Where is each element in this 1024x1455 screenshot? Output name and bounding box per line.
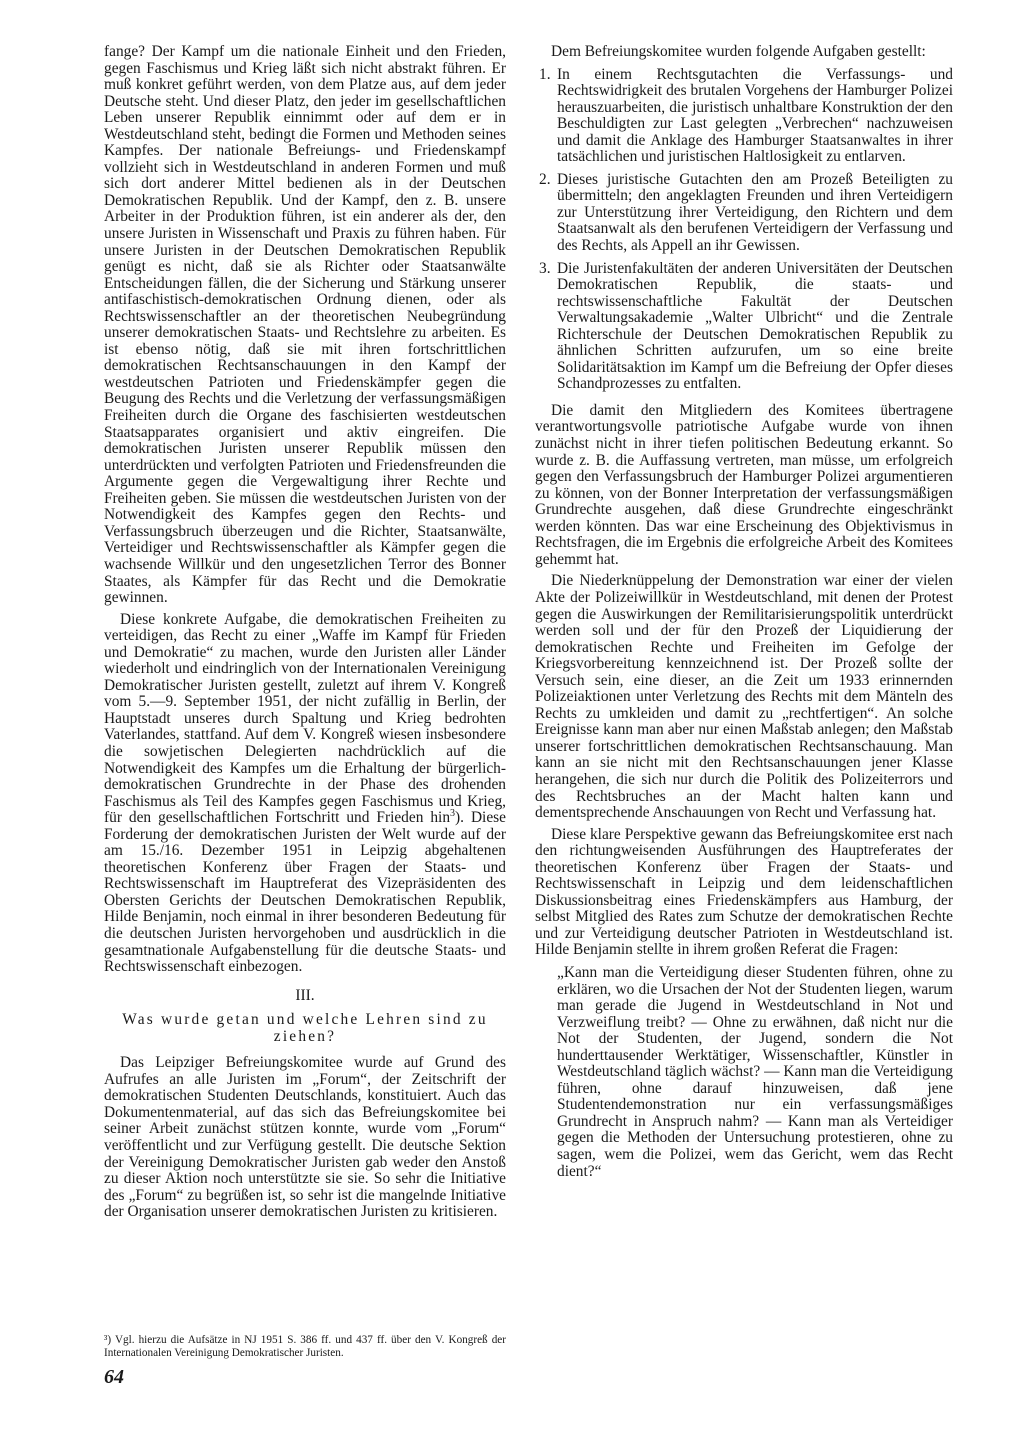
task-item bbox=[535, 67, 953, 166]
section-number: III. bbox=[295, 986, 315, 1004]
section-title: Was wurde getan und welche Lehren sind zu ziehen? bbox=[122, 1011, 488, 1045]
task-number: 3. bbox=[539, 259, 551, 277]
task-text: Dieses juristische Gutachten den am Prozeß Beteiligten zu übermitteln; den angeklagten Freunden und ihren Verteidigern zur Unterstützung ihrer Verteidigung, den Richtern und dem Staatsanwalt als den berufenen Verteidigern der Verfassung und des Rechts, als Appell an ihr Gewissen. bbox=[557, 170, 953, 255]
task-item bbox=[535, 172, 953, 255]
right-column bbox=[535, 44, 953, 1180]
task-number: 1. bbox=[539, 65, 551, 83]
left-paragraph-1: fange? Der Kampf um die nationale Einheit und den Frieden, gegen Faschismus und Krieg läßt sich nicht abstrakt führen. Er muß konkret geführt werden, von dem Platze aus, auf dem jeder Deutsche steht. Und dieser Platz, den jeder im gesellschaftlichen Leben unserer Republik einnimmt oder auf dem er in Westdeutschland steht, bedingt die Formen und Methoden seines Kampfes. Der nationale Befreiungs- und Friedenskampf vollzieht sich in Westdeutschland in anderen Formen und muß sich dort anderer Mittel bedienen als in der Deutschen Demokratischen Republik. Und der Kampf, den z. B. unsere Arbeiter in der Produktion führen, ist ein anderer als der, den unsere Juristen in Wissenschaft und Praxis zu führen haben. Für unsere Juristen in der Deutschen Demokratischen Republik genügt es nicht, daß sie als Richter oder Staatsanwälte Entscheidungen fällen, die der Sicherung und Stärkung unserer antifaschistisch-demokratischen Ordnung dienen, oder als Rechtswissenschaftler an der theoretischen Neubegründung unserer demokratischen Staats- und Rechtslehre zu arbeiten. Es ist ebenso nötig, daß sie mit ihren fortschrittlichen demokratischen Rechtsanschauungen in den Kampf der westdeutschen Patrioten und Friedenskämpfer gegen die Beugung des Rechts und die Verletzung der verfassungsmäßigen Freiheiten durch die Organe des faschisierten westdeutschen Staatsapparates organisiert und aktiv eingreifen. Die demokratischen Juristen unserer Republik müssen den unterdrückten und verfolgten Patrioten und Friedensfreunden die Argumente gegen die Vergewaltigung ihrer Rechte und Freiheiten geben. Sie müssen die westdeutschen Juristen von der Notwendigkeit des Kampfes gegen den Rechts- und Verfassungsbruch überzeugen und die Richter, Staatsanwälte, Verteidiger und Rechtswissenschaftler als Kämpfer gegen die wachsende Willkür und den ungesetzlichen Terror des Bonner Staates, als Kämpfer für das Recht und die Demokratie gewinnen. bbox=[104, 43, 506, 607]
footnote: ³) Vgl. hierzu die Aufsätze in NJ 1951 S. 386 ff. und 437 ff. über den V. Kongreß der Internationalen Vereinigung Demokratischer Juristen. bbox=[104, 1334, 506, 1359]
right-paragraph-3: Diese klare Perspektive gewann das Befreiungskomitee erst nach den richtungweisenden Ausführungen des Hauptreferates der theoretischen Konferenz über Fragen der Staats- und Rechtswissenschaft in Leipzig und dem leidenschaftlichen Diskussionsbeitrag eines Friedenskämpfers aus Hamburg, der selbst Mitglied des Rates zum Schutze der demokratischen Rechte und zur Verteidigung deutscher Patrioten in Westdeutschland ist. Hilde Benjamin stellte in ihrem großen Referat die Fragen: bbox=[535, 825, 953, 959]
task-list bbox=[535, 67, 953, 393]
right-paragraph-2: Die Niederknüppelung der Demonstration war einer der vielen Akte der Polizeiwillkür in Westdeutschland, mit denen der Protest gegen die Auswirkungen der Remilitarisierungspolitik unterdrückt werden soll und der für den Prozeß der Liquidierung der demokratischen Rechte und Freiheiten im Gefolge der Kriegsvorbereitung kennzeichnend ist. Der Prozeß sollte der Versuch sein, eine dieser, an die Zeit um 1933 erinnernden Polizeiaktionen unter Verletzung des Rechts mit dem Mänteln des Rechts zu umkleiden und damit zu „rechtfertigen“. An solche Ereignisse kann man aber nur einen Maßstab anlegen; den Maßstab unserer fortschrittlichen demokratischen Rechtsanschauung. Man kann an sie nicht mit den Rechtsanschauungen jener Klasse herangehen, die sich nur durch die Politik des Polizeiterrors und des Rechtsbruches an der Macht halten kann und dementsprechende Anschauungen von Recht und Verfassung hat. bbox=[535, 572, 953, 822]
right-intro: Dem Befreiungskomitee wurden folgende Aufgaben gestellt: bbox=[551, 43, 926, 60]
left-paragraph-3: Das Leipziger Befreiungskomitee wurde auf Grund des Aufrufes an alle Juristen im „Forum“, der Zeitschrift der demokratischen Studenten Deutschlands, konstituiert. Auch das Dokumentenmaterial, auf das sich das Befreiungskomitee bei seiner Arbeit zunächst stützen konnte, wurde vom „Forum“ veröffentlicht und zur Verfügung gestellt. Die deutsche Sektion der Vereinigung Demokratischer Juristen gab weder den Anstoß zu dieser Aktion noch unterstützte sie sie. So sehr die Initiative des „Forum“ zu begrüßen ist, so sehr ist die mangelnde Initiative der Organisation unserer demokratischen Juristen zu kritisieren. bbox=[104, 1054, 506, 1221]
block-quote: „Kann man die Verteidigung dieser Studenten führen, ohne zu erklären, wo die Ursachen der Not der Studenten liegen, warum man gerade die Jugend in Westdeutschland in Not und Verzweiflung treibt? — Ohne zu erwähnen, daß nicht nur die Not der Studenten, der Jugend, sondern die Not hunderttausender Werktätiger, Wissenschaftler, Künstler in Westdeutschland täglich wächst? — Kann man die Verteidigung führen, ohne darauf hinzuweisen, daß jene Studentendemonstration nur ein verfassungsmäßiges Grundrecht in Anspruch nahm? — Kann man als Verteidiger gegen die Methoden der Untersuchung protestieren, ohne zu sagen, wem die Polizei, wem das Gericht, wem das Recht dient?“ bbox=[557, 963, 953, 1180]
left-column bbox=[104, 44, 506, 1226]
task-text: In einem Rechtsgutachten die Verfassungs- und Rechtswidrigkeit des brutalen Vorgehens der Hamburger Polizei herauszuarbeiten, die juristisch unhaltbare Konstruktion der den Beschuldigten zur Last gelegten „Verbrechen“ nachzuweisen und damit die Anklage des Hamburger Staatsanwaltes in ihrer tatsächlichen und juristischen Haltlosigkeit zu entlarven. bbox=[557, 65, 953, 166]
task-number: 2. bbox=[539, 170, 551, 188]
left-paragraph-2-text: Diese konkrete Aufgabe, die demokratischen Freiheiten zu verteidigen, das Recht zu einer „Waffe im Kampf für Frieden und Demokratie“ zu machen, wurde den Juristen aller Länder wiederholt und eindringlich von der Internationalen Vereinigung Demokratischer Juristen gestellt, zuletzt auf ihrem V. Kongreß vom 5.—9. September 1951, der nicht zufällig in Berlin, der Hauptstadt unseres durch Spaltung und Krieg bedrohten Vaterlandes, stattfand. Auf dem V. Kongreß wiesen insbesondere die sowjetischen Delegierten nachdrücklich auf die Notwendigkeit des Kampfes um die Erhaltung der bürgerlich-demokratischen Grundrechte in der Phase des drohenden Faschismus als Teil des Kampfes gegen Faschismus und Krieg, für den gesellschaftlichen Fortschritt und Frieden hin bbox=[104, 610, 506, 827]
page-number: 64 bbox=[104, 1366, 124, 1388]
left-paragraph-2 bbox=[104, 612, 506, 976]
right-paragraph-1: Die damit den Mitgliedern des Komitees übertragene verantwortungsvolle patriotische Aufgabe wurde von ihnen zunächst nicht in ihrer tiefen politischen Bedeutung erkannt. So wurde z. B. die Auffassung vertreten, man müsse, um erfolgreich gegen den Verfassungsbruch der Hamburger Polizei argumentieren zu können, von der Bonner Interpretation der verfassungsmäßigen Grundrechte ausgehen, daß diese Grundrechte eingeschränkt werden könnten. Das war eine Erscheinung des Objektivismus in Rechtsfragen, die im Ergebnis die erfolgreiche Arbeit des Komitees gehemmt hat. bbox=[535, 401, 953, 568]
task-item bbox=[535, 261, 953, 393]
task-text: Die Juristenfakultäten der anderen Universitäten der Deutschen Demokratischen Republik, die staats- und rechtswissenschaftliche Fakultät der Deutschen Verwaltungsakademie „Walter Ulbricht“ und die Zentrale Richterschule der Deutschen Demokratischen Republik zu ähnlichen Schritten aufzurufen, um so eine breite Solidaritätsaktion im Kampf um die Befreiung der Opfer dieses Schandprozesses zu entfalten. bbox=[557, 259, 953, 393]
left-paragraph-2-end: ). Diese Forderung der demokratischen Juristen der Welt wurde auf der am 15./16. Dezember 1951 in Leipzig abgehaltenen theoretischen Konferenz über Fragen der Staats- und Rechtswissenschaft im Hauptreferat des Vizepräsidenten des Obersten Gerichts der Deutschen Demokratischen Republik, Hilde Benjamin, noch einmal in ihrer besonderen Bedeutung für die deutschen Juristen hervorgehoben und ausdrücklich in die gesamtnationale Aufgabenstellung für die deutsche Staats- und Rechtswissenschaft einbezogen. bbox=[104, 809, 506, 976]
footnote-ref: 3 bbox=[450, 808, 456, 820]
